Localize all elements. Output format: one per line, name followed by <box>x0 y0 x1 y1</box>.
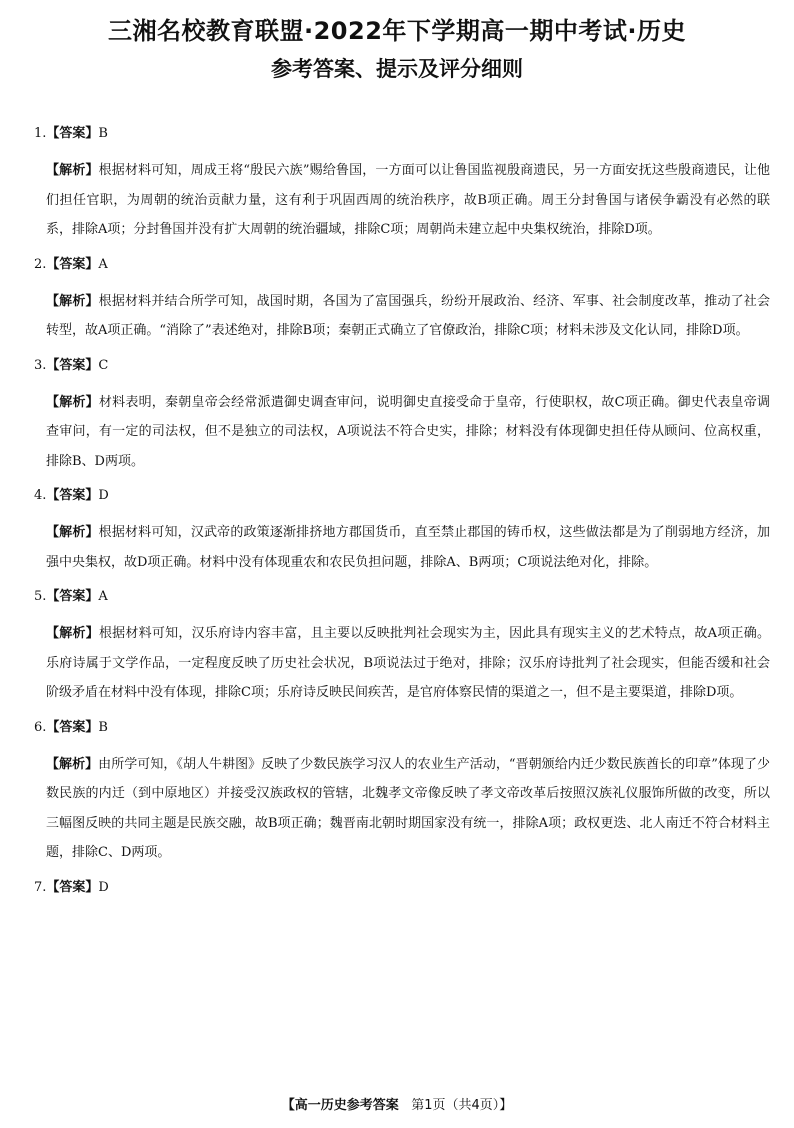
answer-content <box>34 120 770 898</box>
question-number: 6. <box>34 719 47 735</box>
answer-value: A <box>98 256 108 272</box>
explanation-label: 【解析】 <box>46 525 99 540</box>
explanation-label: 【解析】 <box>46 293 99 309</box>
answer-line <box>34 356 770 376</box>
answer-label: 【答案】 <box>46 357 99 373</box>
explanation-text: 根据材料可知，汉乐府诗内容丰富，且主要以反映批判社会现实为主，因此具有现实主义的艺术特点，故A项正确。乐府诗属于文学作品，一定程度反映了历史社会状况，B项说法过于绝对，排除；汉乐府诗批判了社会现实，但能否缓和社会阶级矛盾在材料中没有体现，排除C项；乐府诗反映民间疾苦，是官府体察民情的渠道之一，但不是主要渠道，排除D项。 <box>46 626 770 700</box>
explanation <box>34 156 770 245</box>
answer-line <box>34 878 770 898</box>
answer-line <box>34 124 770 144</box>
question-number: 1. <box>34 126 47 141</box>
answer-label: 【答案】 <box>46 589 99 604</box>
question-number: 5. <box>34 589 47 604</box>
answer-value: B <box>98 719 108 735</box>
explanation-label: 【解析】 <box>46 394 99 410</box>
explanation-text: 根据材料可知，周成王将“殷民六族”赐给鲁国，一方面可以让鲁国监视殷商遗民，另一方面安抚这些殷商遗民，让他们担任官职，为周朝的统治贡献力量，这有利于巩固西周的统治秩序，故B项正确。周王分封鲁国与诸侯争霸没有必然的联系，排除A项；分封鲁国并没有扩大周朝的统治疆域，排除C项；周朝尚未建立起中央集权统治，排除D项。 <box>46 163 770 237</box>
answer-line <box>34 587 770 607</box>
explanation-label: 【解析】 <box>46 756 99 772</box>
explanation-text: 根据材料并结合所学可知，战国时期，各国为了富国强兵，纷纷开展政治、经济、军事、社会制度改革，推动了社会转型，故A项正确。“消除了”表述绝对，排除B项；秦朝正式确立了官僚政治，排除C项；材料未涉及文化认同，排除D项。 <box>46 293 770 338</box>
question-6 <box>34 718 770 868</box>
question-2 <box>34 255 770 346</box>
answer-line <box>34 486 770 506</box>
answer-label: 【答案】 <box>46 488 99 503</box>
answer-label: 【答案】 <box>46 879 99 895</box>
answer-value: A <box>98 589 108 604</box>
explanation <box>34 287 770 346</box>
question-number: 3. <box>34 357 47 373</box>
question-number: 7. <box>34 879 47 895</box>
question-5 <box>34 587 770 708</box>
explanation-label: 【解析】 <box>46 163 99 178</box>
answer-label: 【答案】 <box>46 256 99 272</box>
page-subtitle: 参考答案、提示及评分细则 <box>271 57 523 81</box>
answer-label: 【答案】 <box>46 126 99 141</box>
explanation <box>34 750 770 868</box>
footer-course: 【高一历史参考答案 <box>281 1098 399 1113</box>
page-footer <box>0 1096 794 1116</box>
question-number: 4. <box>34 488 47 503</box>
explanation <box>34 518 770 577</box>
explanation-text: 材料表明，秦朝皇帝会经常派遣御史调查审问，说明御史直接受命于皇帝，行使职权，故C项正确。御史代表皇帝调查审问，有一定的司法权，但不是独立的司法权，A项说法不符合史实，排除；材料没有体现御史担任侍从顾问、位高权重，排除B、D两项。 <box>46 394 770 469</box>
explanation-label: 【解析】 <box>46 626 99 641</box>
question-3 <box>34 356 770 477</box>
answer-value: D <box>98 879 109 895</box>
answer-value: B <box>98 126 108 141</box>
question-number: 2. <box>34 256 47 272</box>
page-title: 三湘名校教育联盟·2022年下学期高一期中考试·历史 <box>107 17 687 45</box>
question-7 <box>34 878 770 898</box>
explanation-text: 由所学可知，《胡人牛耕图》反映了少数民族学习汉人的农业生产活动，“晋朝颁给内迁少数民族酋长的印章”体现了少数民族的内迁（到中原地区）并接受汉族政权的管辖，北魏孝文帝像反映了孝文帝改革后按照汉族礼仪服饰所做的改变，所以三幅图反映的共同主题是民族交融，故B项正确；魏晋南北朝时期国家没有统一，排除A项；政权更迭、北人南迁不符合材料主题，排除C、D两项。 <box>46 756 770 860</box>
footer-page: 第1页（共4页）】 <box>411 1098 513 1113</box>
answer-line <box>34 718 770 738</box>
answer-label: 【答案】 <box>46 719 99 735</box>
answer-value: D <box>98 488 109 503</box>
explanation <box>34 388 770 477</box>
question-4 <box>34 486 770 577</box>
answer-line <box>34 255 770 275</box>
question-1 <box>34 124 770 245</box>
explanation-text: 根据材料可知，汉武帝的政策逐渐排挤地方郡国货币，直至禁止郡国的铸币权，这些做法都是为了削弱地方经济，加强中央集权，故D项正确。材料中没有体现重农和农民负担问题，排除A、B两项；C项说法绝对化，排除。 <box>46 525 770 570</box>
explanation <box>34 619 770 708</box>
answer-value: C <box>98 357 109 373</box>
